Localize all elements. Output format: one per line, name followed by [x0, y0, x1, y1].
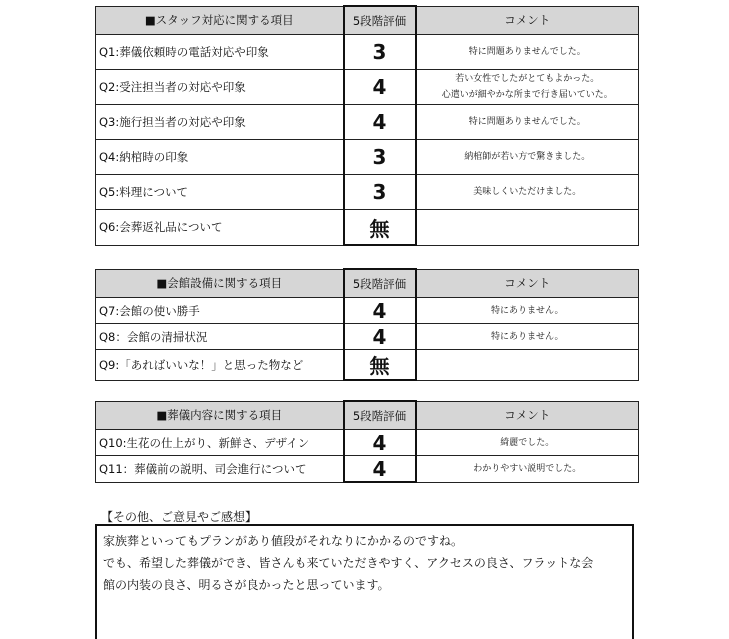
rating-cell: 3 — [344, 140, 416, 175]
question-cell: Q7:会館の使い勝手 — [96, 298, 344, 324]
comment-header: コメント — [416, 401, 639, 430]
comment-cell — [416, 70, 639, 105]
rating-cell: 無 — [344, 350, 416, 381]
category-header: ■葬儀内容に関する項目 — [96, 401, 344, 430]
rating-header: 5段階評価 — [344, 269, 416, 298]
table-header — [96, 6, 639, 35]
table-row — [96, 175, 639, 210]
rating-cell: 4 — [344, 105, 416, 140]
question-cell: Q11：葬儀前の説明、司会進行について — [96, 456, 344, 483]
facility-survey-table — [95, 268, 639, 381]
rating-header: 5段階評価 — [344, 401, 416, 430]
question-cell: Q8：会館の清掃状況 — [96, 324, 344, 350]
comment-line: でも、希望した葬儀ができ、皆さんも来ていただきやすく、アクセスの良さ、フラットな会 — [103, 556, 594, 570]
rating-cell: 4 — [344, 70, 416, 105]
other-comments-box — [95, 524, 634, 639]
question-cell: Q10:生花の仕上がり、新鮮さ、デザイン — [96, 430, 344, 456]
rating-cell: 4 — [344, 456, 416, 483]
comment-line: 若い女性でしたがとてもよかった。 — [455, 74, 600, 84]
table-row — [96, 430, 639, 456]
category-header: ■スタッフ対応に関する項目 — [96, 6, 344, 35]
comment-cell: 綺麗でした。 — [416, 430, 639, 456]
question-cell: Q4:納棺時の印象 — [96, 140, 344, 175]
table-row — [96, 140, 639, 175]
comment-cell: 特にありません。 — [416, 324, 639, 350]
funeral-content-survey-table — [95, 400, 639, 483]
comment-header: コメント — [416, 269, 639, 298]
comment-cell: わかりやすい説明でした。 — [416, 456, 639, 483]
comment-cell: 納棺師が若い方で驚きました。 — [416, 140, 639, 175]
comment-line: 心遣いが細やかな所まで行き届いていた。 — [441, 90, 613, 100]
rating-cell: 4 — [344, 298, 416, 324]
question-cell: Q5:料理について — [96, 175, 344, 210]
question-cell: Q1:葬儀依頼時の電話対応や印象 — [96, 35, 344, 70]
table-row — [96, 35, 639, 70]
comment-cell — [416, 350, 639, 381]
table-row — [96, 298, 639, 324]
rating-cell: 4 — [344, 430, 416, 456]
table-row — [96, 456, 639, 483]
comment-cell: 特に問題ありませんでした。 — [416, 35, 639, 70]
other-comments-label: 【その他、ご意見やご感想】 — [101, 510, 258, 524]
question-cell: Q6:会葬返礼品について — [96, 210, 344, 246]
staff-survey-table — [95, 5, 639, 246]
table-row — [96, 210, 639, 246]
table-row — [96, 324, 639, 350]
question-cell: Q3:施行担当者の対応や印象 — [96, 105, 344, 140]
table-row — [96, 70, 639, 105]
comment-line: 家族葬といってもプランがあり値段がそれなりにかかるのですね。 — [103, 534, 464, 548]
comment-cell: 美味しくいただけました。 — [416, 175, 639, 210]
comment-cell — [416, 210, 639, 246]
rating-cell: 4 — [344, 324, 416, 350]
rating-cell: 3 — [344, 175, 416, 210]
comment-header: コメント — [416, 6, 639, 35]
question-cell: Q2:受注担当者の対応や印象 — [96, 70, 344, 105]
table-row — [96, 105, 639, 140]
table-row — [96, 350, 639, 381]
question-cell: Q9:「あればいいな！」と思った物など — [96, 350, 344, 381]
rating-header: 5段階評価 — [344, 6, 416, 35]
table-header — [96, 401, 639, 430]
comment-cell: 特にありません。 — [416, 298, 639, 324]
rating-cell: 無 — [344, 210, 416, 246]
table-header — [96, 269, 639, 298]
comment-line: 館の内装の良さ、明るさが良かったと思っています。 — [103, 578, 390, 592]
category-header: ■会館設備に関する項目 — [96, 269, 344, 298]
comment-cell: 特に問題ありませんでした。 — [416, 105, 639, 140]
rating-cell: 3 — [344, 35, 416, 70]
